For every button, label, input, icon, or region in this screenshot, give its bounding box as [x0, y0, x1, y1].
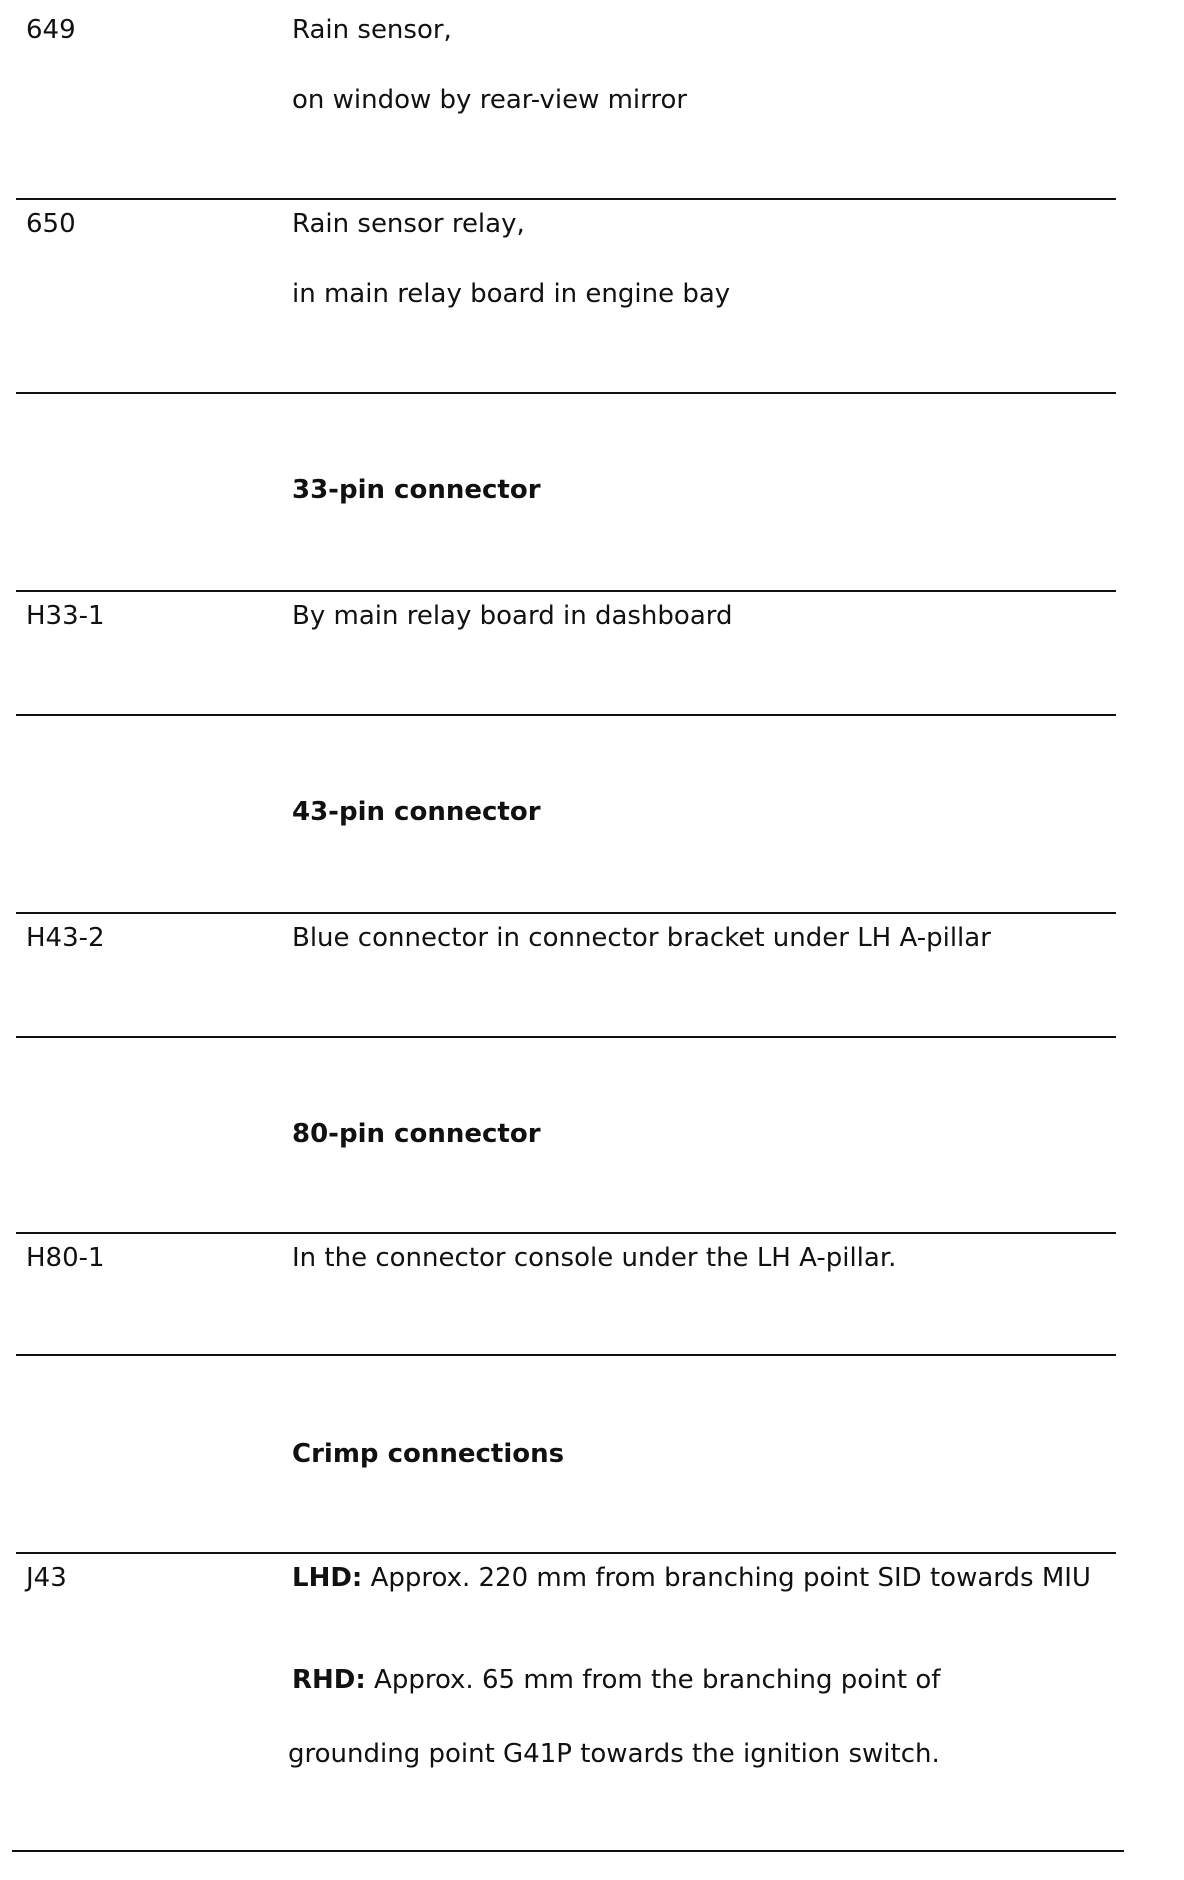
row-divider: [12, 1850, 1124, 1852]
row-divider: [16, 392, 1116, 394]
row-text: In the connector console under the LH A-pillar.: [292, 1243, 897, 1273]
row-code: J43: [26, 1563, 67, 1593]
row-text: in main relay board in engine bay: [292, 279, 731, 309]
row-divider: [16, 1036, 1116, 1038]
row-text: Blue connector in connector bracket under LH A-pillar: [292, 923, 991, 953]
row-code: H80-1: [26, 1243, 105, 1273]
section-heading: 80-pin connector: [292, 1119, 541, 1149]
section-heading: 43-pin connector: [292, 797, 541, 827]
row-entry: [292, 1664, 940, 1696]
row-divider: [16, 590, 1116, 592]
entry-label: LHD:: [292, 1563, 363, 1593]
entry-label: RHD:: [292, 1665, 366, 1695]
entry-text: Approx. 220 mm from branching point SID towards MIU: [362, 1563, 1091, 1593]
row-divider: [16, 1232, 1116, 1234]
row-divider: [16, 1552, 1116, 1554]
row-text: By main relay board in dashboard: [292, 601, 733, 631]
row-divider: [16, 198, 1116, 200]
row-code: 650: [26, 209, 76, 239]
row-text: grounding point G41P towards the ignition switch.: [288, 1739, 940, 1769]
entry-text: Approx. 65 mm from the branching point of: [365, 1665, 941, 1695]
row-divider: [16, 1354, 1116, 1356]
row-code: H33-1: [26, 601, 105, 631]
row-code: H43-2: [26, 923, 105, 953]
row-divider: [16, 912, 1116, 914]
section-heading: Crimp connections: [292, 1439, 565, 1469]
row-entry: [292, 1562, 1122, 1594]
section-heading: 33-pin connector: [292, 475, 541, 505]
row-text: on window by rear-view mirror: [292, 85, 688, 115]
row-text: Rain sensor,: [292, 15, 452, 45]
row-code: 649: [26, 15, 76, 45]
row-divider: [16, 714, 1116, 716]
row-text: Rain sensor relay,: [292, 209, 525, 239]
